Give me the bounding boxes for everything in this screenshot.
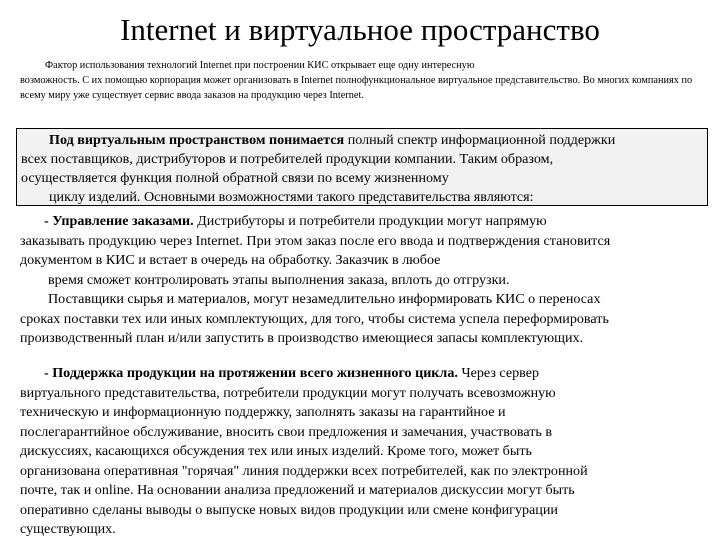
intro-text: возможность. С их помощью корпорация может организовать в Internet полнофункциональное виртуальное представительство. Во многих компаниях по всему миру уже существует сервис ввода заказов на продукцию через Internet. — [20, 75, 693, 101]
support-line-9: существующих. — [20, 521, 116, 537]
definition-bold-lead: Под виртуальным пространством понимается — [49, 132, 345, 148]
definition-line-1 — [21, 131, 701, 150]
support-line-7: почте, так и online. На основании анализа предложений и материалов дискуссии могут быть — [20, 482, 575, 498]
orders-line-1 — [20, 212, 710, 232]
support-line-1-rest: Через сервер — [457, 365, 540, 381]
orders-line-6: сроках поставки тех или иных комплектующих, для того, чтобы система успела переформировать — [20, 310, 609, 327]
definition-line-4: циклу изделий. Основными возможностями такого представительства являются: — [49, 189, 534, 205]
support-line-8: оперативно сделаны выводы о выпуске новых видов продукции или смене конфигурации — [20, 501, 558, 518]
orders-line-5: Поставщики сырья и материалов, могут незамедлительно информировать КИС о переносах — [48, 291, 601, 307]
support-heading: - Поддержка продукции на протяжении всего жизненного цикла. — [44, 365, 458, 381]
orders-section — [20, 212, 710, 349]
definition-line-3: осуществляется функция полной обратной связи по всему жизненному — [21, 170, 449, 186]
support-line-2: виртуального представительства, потребители продукции могут получать всевозможную — [20, 384, 556, 401]
intro-paragraph — [20, 58, 712, 103]
definition-box — [16, 128, 708, 206]
support-line-4: послегарантийное обслуживание, вносить свои предложения и замечания, участвовать в — [20, 423, 552, 440]
support-line-1 — [20, 364, 710, 384]
orders-line-7: производственный план и/или запустить в производство имеющиеся запасы комплектующих. — [20, 330, 584, 346]
orders-line-2: заказывать продукцию через Internet. При этом заказ после его ввода и подтверждения становится — [20, 232, 611, 249]
orders-heading: - Управление заказами. — [44, 213, 194, 229]
orders-line-3: документом в КИС и встает в очередь на обработку. Заказчик в любое — [20, 252, 441, 268]
orders-line-4: время сможет контролировать этапы выполнения заказа, вплоть до отгрузки. — [48, 271, 510, 288]
support-line-5: дискуссиях, касающихся обсуждения тех или иных изделий. Кроме того, может быть — [20, 443, 532, 459]
definition-line-2: всех поставщиков, дистрибуторов и потребителей продукции компании. Таким образом, — [21, 151, 554, 167]
definition-line-1-rest: полный спектр информационной поддержки — [344, 132, 616, 148]
support-section — [20, 364, 710, 540]
orders-line-1-rest: Дистрибуторы и потребители продукции могут напрямую — [193, 213, 547, 229]
support-line-3: техническую и информационную поддержку, заполнять заказы на гарантийное и — [20, 404, 506, 420]
support-line-6: организована оперативная "горячая" линия поддержки всех потребителей, как по электронной — [20, 462, 588, 479]
page-title: Internet и виртуальное пространство — [120, 12, 600, 47]
intro-line-1: Фактор использования технологий Internet при построении КИС открывает еще одну интересную — [45, 60, 475, 71]
